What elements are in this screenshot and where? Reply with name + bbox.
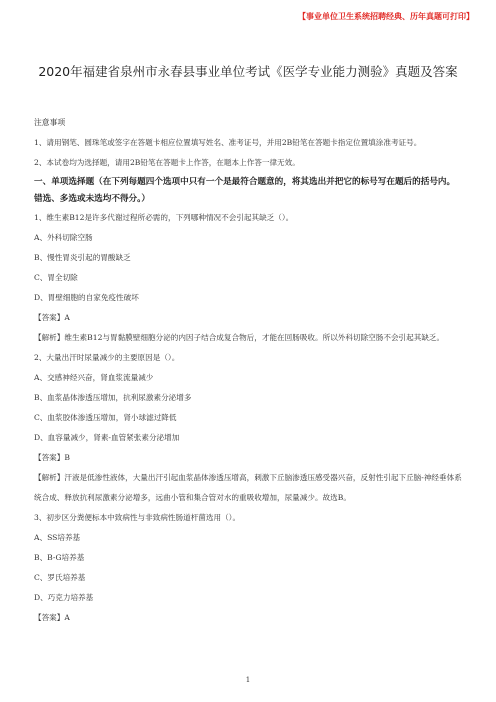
analysis: 【解析】维生素B12与胃黏膜壁细胞分泌的内因子结合成复合物后，才能在回肠吸收。所以外科切除空肠不会引起其缺乏。 (34, 333, 445, 342)
option-c: C、血浆胶体渗透压增加，肾小球滤过降低 (34, 413, 177, 422)
option-a: A、SS培养基 (34, 533, 81, 542)
option-c: C、胃全切除 (34, 273, 78, 282)
option-d: D、胃壁细胞的自家免疫性破坏 (34, 293, 139, 302)
analysis: 【解析】汗液是低渗性液体，大量出汗引起血浆晶体渗透压增高，刺激下丘脑渗透压感受器兴奋，反射性引起下丘脑-神经垂体系统合成、释放抗利尿激素分泌增多，远曲小管和集合管对水的重吸收增加，尿量减少。故选B。 (34, 473, 462, 502)
answer: 【答案】A (34, 613, 70, 622)
answer: 【答案】A (34, 313, 70, 322)
option-a: A、交感神经兴奋，肾血浆流量减少 (34, 373, 154, 382)
page-title: 2020年福建省泉州市永春县事业单位考试《医学专业能力测验》真题及答案 (38, 64, 458, 79)
option-b: B、慢性胃炎引起的胃酸缺乏 (34, 253, 131, 262)
option-d: D、巧克力培养基 (34, 593, 94, 602)
document-body (34, 114, 462, 628)
question-stem: 2、大量出汗时尿量减少的主要原因是（）。 (34, 353, 180, 362)
question-stem: 3、初步区分粪便标本中致病性与非致病性肠道杆菌选用（）。 (34, 513, 241, 522)
page-number: 1 (245, 676, 251, 684)
section-heading: 一、单项选择题（在下列每题四个选项中只有一个是最符合题意的，将其选出并把它的标号写在题后的括号内。错选、多选或未选均不得分。） (34, 177, 456, 204)
notice-item: 1、请用钢笔、圆珠笔或签字在答题卡相应位置填写姓名、准考证号，并用2B铅笔在答题卡指定位置填涂准考证号。 (34, 138, 422, 147)
notice-heading: 注意事项 (34, 118, 66, 127)
option-a: A、外科切除空肠 (34, 233, 93, 242)
question-stem: 1、维生素B12是许多代谢过程所必需的，下列哪种情况不会引起其缺乏（）。 (34, 213, 294, 222)
option-d: D、血容量减少，肾素-血管紧张素分泌增加 (34, 433, 180, 442)
answer: 【答案】B (34, 453, 70, 462)
option-c: C、罗氏培养基 (34, 573, 86, 582)
option-b: B、血浆晶体渗透压增加，抗利尿激素分泌增多 (34, 393, 192, 402)
header-banner: 【事业单位卫生系统招聘经典、历年真题可打印】 (298, 12, 474, 21)
notice-item: 2、本试卷均为选择题，请用2B铅笔在答题卡上作答，在题本上作答一律无效。 (34, 158, 300, 167)
option-b: B、B-G培养基 (34, 553, 85, 562)
